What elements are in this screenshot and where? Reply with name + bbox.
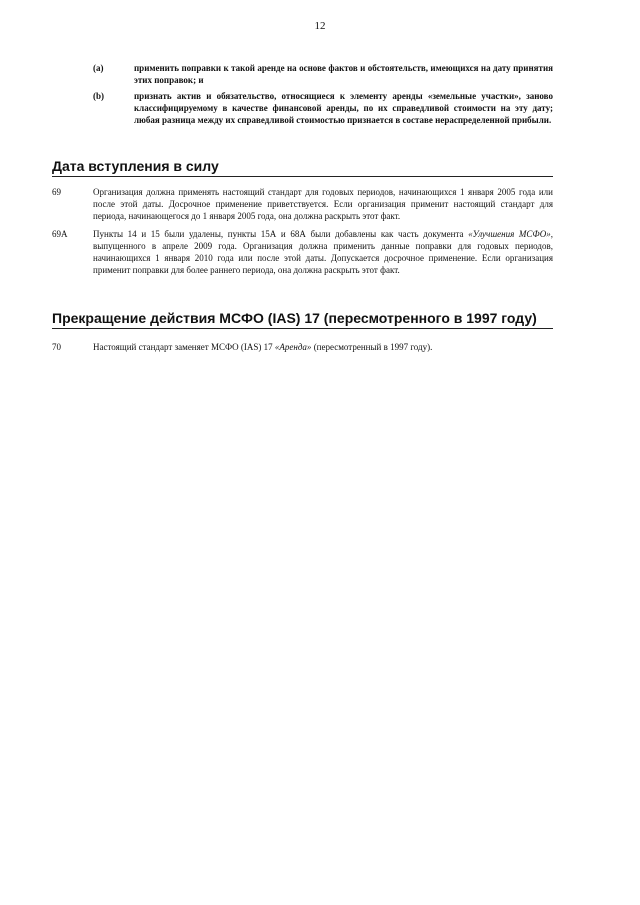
paragraph-text-part: (пересмотренный в 1997 году). [311,342,433,352]
list-item-marker: (b) [93,91,104,101]
section-heading-effective-date: Дата вступления в силу [52,157,553,177]
paragraph-number: 70 [52,342,61,352]
list-item-b [93,90,553,126]
paragraph-69a [52,228,553,276]
paragraph-text-part: Пункты 14 и 15 были удалены, пункты 15А и 68А были добавлены как часть документа [93,229,469,239]
paragraph-69 [52,186,553,222]
paragraph-number: 69A [52,229,68,239]
paragraph-text-part: Настоящий стандарт заменяет МСФО (IAS) 17 [93,342,275,352]
paragraph-number: 69 [52,187,61,197]
list-item-text: применить поправки к такой аренде на основе фактов и обстоятельств, имеющихся на дату принятия этих поправок; и [134,63,553,85]
paragraph-text [93,228,553,276]
paragraph-text: Организация должна применять настоящий стандарт для годовых периодов, начинающихся 1 января 2005 года или после этой даты. Досрочное применение приветствуется. Если организация применит настоящий стандарт для периода, начинающегося до 1 января 2005 года, она должна раскрыть этот факт. [93,187,553,221]
section-heading-withdrawal: Прекращение действия МСФО (IAS) 17 (пересмотренного в 1997 году) [52,309,553,329]
list-item-a [93,62,553,86]
page-number: 12 [314,20,326,32]
document-title-italic: «Аренда» [274,342,312,352]
paragraph-70 [52,341,553,353]
list-item-text: признать актив и обязательство, относящиеся к элементу аренды «земельные участки», заново классифицируемому в качестве финансовой аренды, по их справедливой стоимости на эту дату; любая разница между их справедливой стоимостью признается в составе нераспределенной прибыли. [134,91,553,125]
list-item-marker: (a) [93,63,104,73]
paragraph-text-part: , выпущенного в апреле 2009 года. Организация должна применить данные поправки для годовых периодов, начинающихся 1 января 2010 года или после этой даты. Допускается досрочное применение. Если организация применит поправки для более раннего периода, она должна раскрыть этот факт. [93,229,553,275]
document-title-italic: «Улучшения МСФО» [468,229,551,239]
paragraph-text [93,341,553,353]
